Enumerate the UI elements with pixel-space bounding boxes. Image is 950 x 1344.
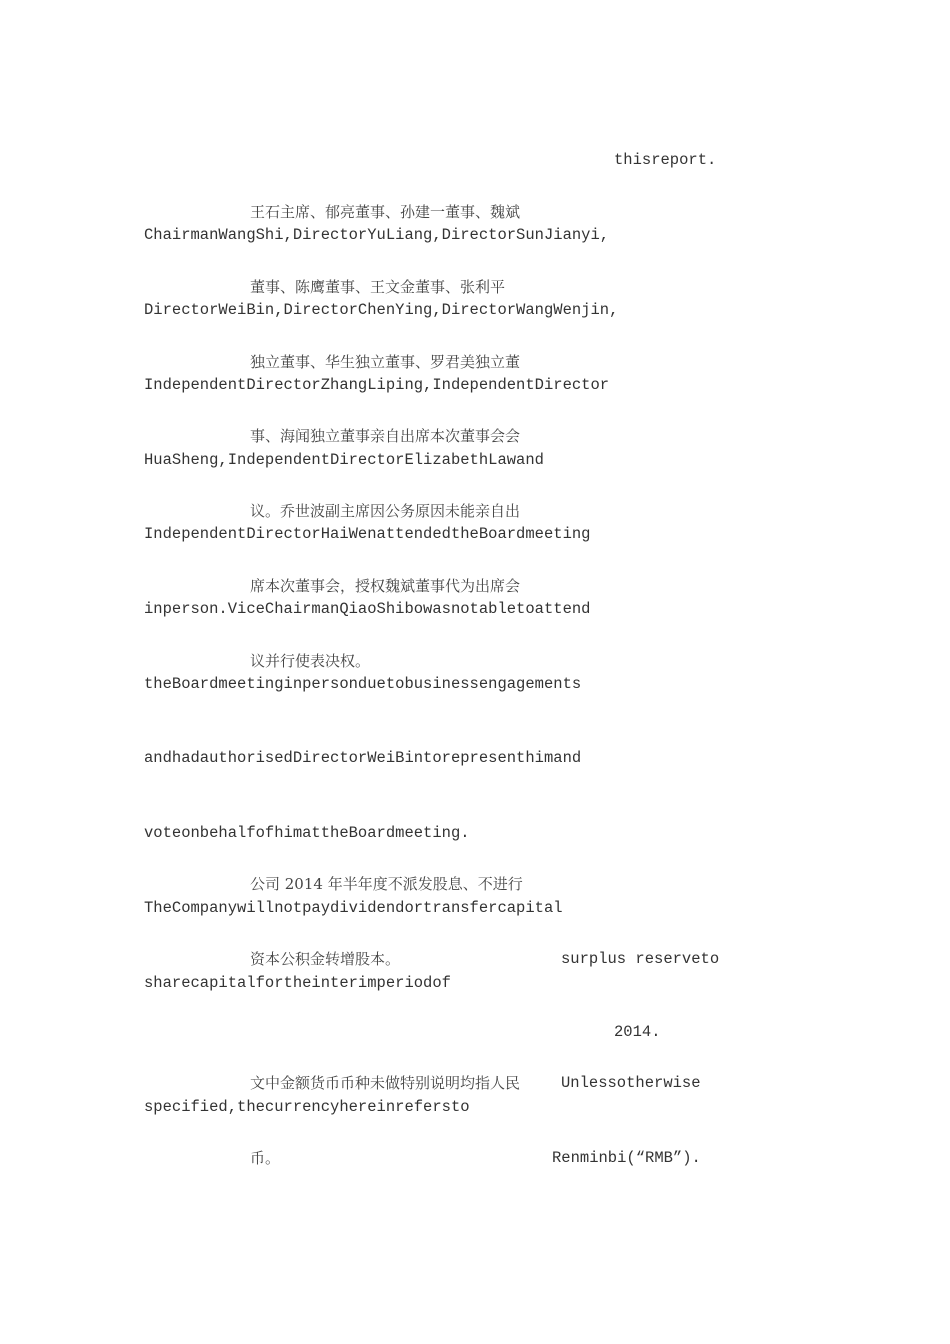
chinese-line: 资本公积金转增股本。 xyxy=(250,950,401,968)
chinese-line: 王石主席、郁亮董事、孙建一董事、魏斌 xyxy=(250,203,521,221)
chinese-line: 事、海闻独立董事亲自出席本次董事会会 xyxy=(250,427,521,445)
chinese-line: 币。 xyxy=(250,1149,281,1167)
chinese-line: 议并行使表决权。 xyxy=(250,652,371,670)
english-line: specified,thecurrencyhereinrefersto xyxy=(144,1098,470,1116)
english-line: DirectorWeiBin,DirectorChenYing,DirectorWangWenjin, xyxy=(144,301,619,319)
english-line: IndependentDirectorHaiWenattendedtheBoardmeeting xyxy=(144,525,591,543)
chinese-line: 席本次董事会，授权魏斌董事代为出席会 xyxy=(250,577,521,595)
chinese-line: 独立董事、华生独立董事、罗君美独立董 xyxy=(250,353,521,371)
english-line: HuaSheng,IndependentDirectorElizabethLawand xyxy=(144,451,544,469)
chinese-line: 文中金额货币币种未做特别说明均指人民 xyxy=(250,1074,521,1092)
chinese-line: 公司 2014 年半年度不派发股息、不进行 xyxy=(250,875,523,893)
english-line: thisreport. xyxy=(614,151,717,169)
english-line: voteonbehalfofhimattheBoardmeeting. xyxy=(144,824,470,842)
english-line: ChairmanWangShi,DirectorYuLiang,DirectorSunJianyi, xyxy=(144,226,610,244)
english-line: 2014. xyxy=(614,1023,661,1041)
english-line: surplus reserveto xyxy=(561,950,720,968)
english-line: TheCompanywillnotpaydividendortransfercapital xyxy=(144,899,563,917)
english-line: Unlessotherwise xyxy=(561,1074,701,1092)
chinese-line: 议。乔世波副主席因公务原因未能亲自出 xyxy=(250,502,521,520)
english-line: sharecapitalfortheinterimperiodof xyxy=(144,974,451,992)
english-line: theBoardmeetinginpersonduetobusinessengagements xyxy=(144,675,582,693)
english-line: Renminbi(“RMB”). xyxy=(552,1149,701,1167)
chinese-line: 董事、陈鹰董事、王文金董事、张利平 xyxy=(250,278,506,296)
english-line: IndependentDirectorZhangLiping,IndependentDirector xyxy=(144,376,610,394)
english-line: inperson.ViceChairmanQiaoShibowasnotabletoattend xyxy=(144,600,591,618)
english-line: andhadauthorisedDirectorWeiBintorepresenthimand xyxy=(144,749,582,767)
